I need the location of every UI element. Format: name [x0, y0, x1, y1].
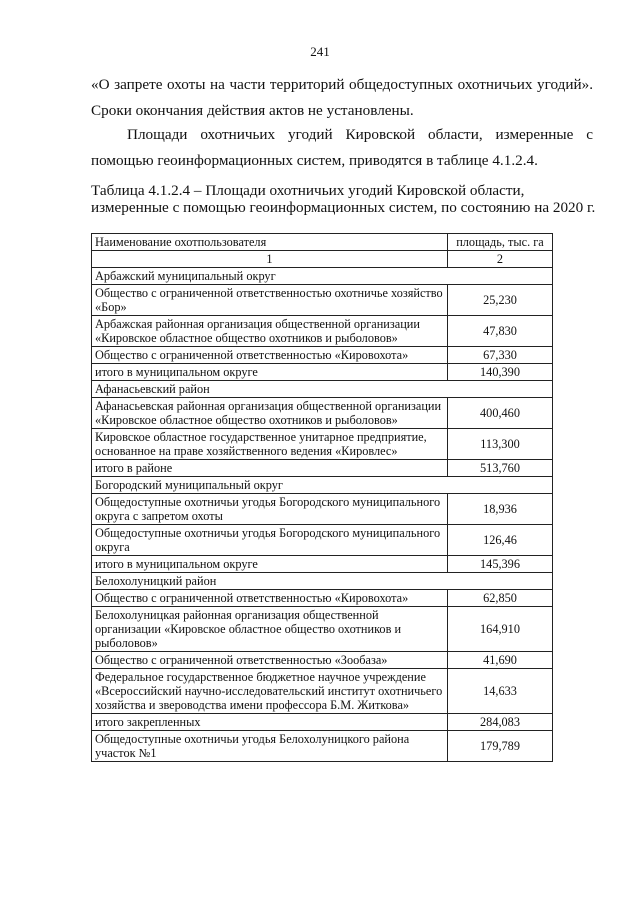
- row-area: 18,936: [448, 494, 553, 525]
- table-section-row: [92, 268, 553, 285]
- row-name: итого закрепленных: [92, 714, 448, 731]
- row-name: Общество с ограниченной ответственностью «Кировохота»: [92, 590, 448, 607]
- table-caption: [91, 182, 611, 216]
- row-name: Общество с ограниченной ответственностью «Кировохота»: [92, 347, 448, 364]
- table-caption-line-1: Таблица 4.1.2.4 – Площади охотничьих угодий Кировской области,: [91, 182, 525, 199]
- row-area: 164,910: [448, 607, 553, 652]
- row-area: 140,390: [448, 364, 553, 381]
- paragraph-areas-intro: Площади охотничьих угодий Кировской области, измеренные с помощью геоинформационных систем, приводятся в таблице 4.1.2.4.: [91, 126, 593, 169]
- table-section-row: [92, 477, 553, 494]
- table-row: [92, 460, 553, 477]
- section-title: Афанасьевский район: [92, 381, 553, 398]
- row-area: 67,330: [448, 347, 553, 364]
- row-area: 284,083: [448, 714, 553, 731]
- hunting-areas-table: [91, 233, 553, 762]
- table-row: [92, 590, 553, 607]
- row-name: Общедоступные охотничьи угодья Богородского муниципального округа: [92, 525, 448, 556]
- table-row: [92, 556, 553, 573]
- header-name: Наименование охотпользователя: [92, 234, 448, 251]
- table-section-row: [92, 573, 553, 590]
- row-name: Кировское областное государственное унитарное предприятие, основанное на праве хозяйственного ведения «Кировлес»: [92, 429, 448, 460]
- row-name: Общество с ограниченной ответственностью охотничье хозяйство «Бор»: [92, 285, 448, 316]
- table-header-row: [92, 234, 553, 251]
- row-name: итого в муниципальном округе: [92, 364, 448, 381]
- row-area: 126,46: [448, 525, 553, 556]
- row-area: 179,789: [448, 731, 553, 762]
- table-row: [92, 714, 553, 731]
- table-row: [92, 494, 553, 525]
- table-section-row: [92, 381, 553, 398]
- row-name: Общество с ограниченной ответственностью «Зообаза»: [92, 652, 448, 669]
- table-row: [92, 429, 553, 460]
- row-area: 145,396: [448, 556, 553, 573]
- row-name: Афанасьевская районная организация общественной организации «Кировское областное общество охотников и рыболовов»: [92, 398, 448, 429]
- row-name: итого в районе: [92, 460, 448, 477]
- row-area: 25,230: [448, 285, 553, 316]
- column-number-2: 2: [448, 251, 553, 268]
- section-title: Арбажский муниципальный округ: [92, 268, 553, 285]
- table-row: [92, 316, 553, 347]
- table-caption-line-2: измеренные с помощью геоинформационных систем, по состоянию на 2020 г.: [91, 199, 596, 216]
- table-row: [92, 669, 553, 714]
- row-area: 14,633: [448, 669, 553, 714]
- row-area: 62,850: [448, 590, 553, 607]
- row-name: Общедоступные охотничьи угодья Белохолуницкого района участок №1: [92, 731, 448, 762]
- table-row: [92, 285, 553, 316]
- table-row: [92, 525, 553, 556]
- row-name: Арбажская районная организация общественной организации «Кировское областное общество охотников и рыболовов»: [92, 316, 448, 347]
- section-title: Белохолуницкий район: [92, 573, 553, 590]
- table-row: [92, 398, 553, 429]
- column-number-1: 1: [92, 251, 448, 268]
- paragraph-act-term: «О запрете охоты на части территорий общедоступных охотничьих угодий». Сроки окончания действия актов не установлены.: [91, 76, 593, 119]
- row-area: 113,300: [448, 429, 553, 460]
- table-row: [92, 731, 553, 762]
- section-title: Богородский муниципальный округ: [92, 477, 553, 494]
- row-name: Белохолуницкая районная организация общественной организации «Кировское областное общество охотников и рыболовов»: [92, 607, 448, 652]
- row-area: 41,690: [448, 652, 553, 669]
- row-area: 400,460: [448, 398, 553, 429]
- column-number-row: [92, 251, 553, 268]
- table-row: [92, 364, 553, 381]
- table-row: [92, 347, 553, 364]
- page-number: 241: [310, 44, 330, 59]
- table-row: [92, 607, 553, 652]
- header-area: площадь, тыс. га: [448, 234, 553, 251]
- row-name: итого в муниципальном округе: [92, 556, 448, 573]
- row-area: 513,760: [448, 460, 553, 477]
- row-area: 47,830: [448, 316, 553, 347]
- row-name: Общедоступные охотничьи угодья Богородского муниципального округа с запретом охоты: [92, 494, 448, 525]
- row-name: Федеральное государственное бюджетное научное учреждение «Всероссийский научно-исследовательский институт охотничьего хозяйства и звероводства имени профессора Б.М. Житкова»: [92, 669, 448, 714]
- table-row: [92, 652, 553, 669]
